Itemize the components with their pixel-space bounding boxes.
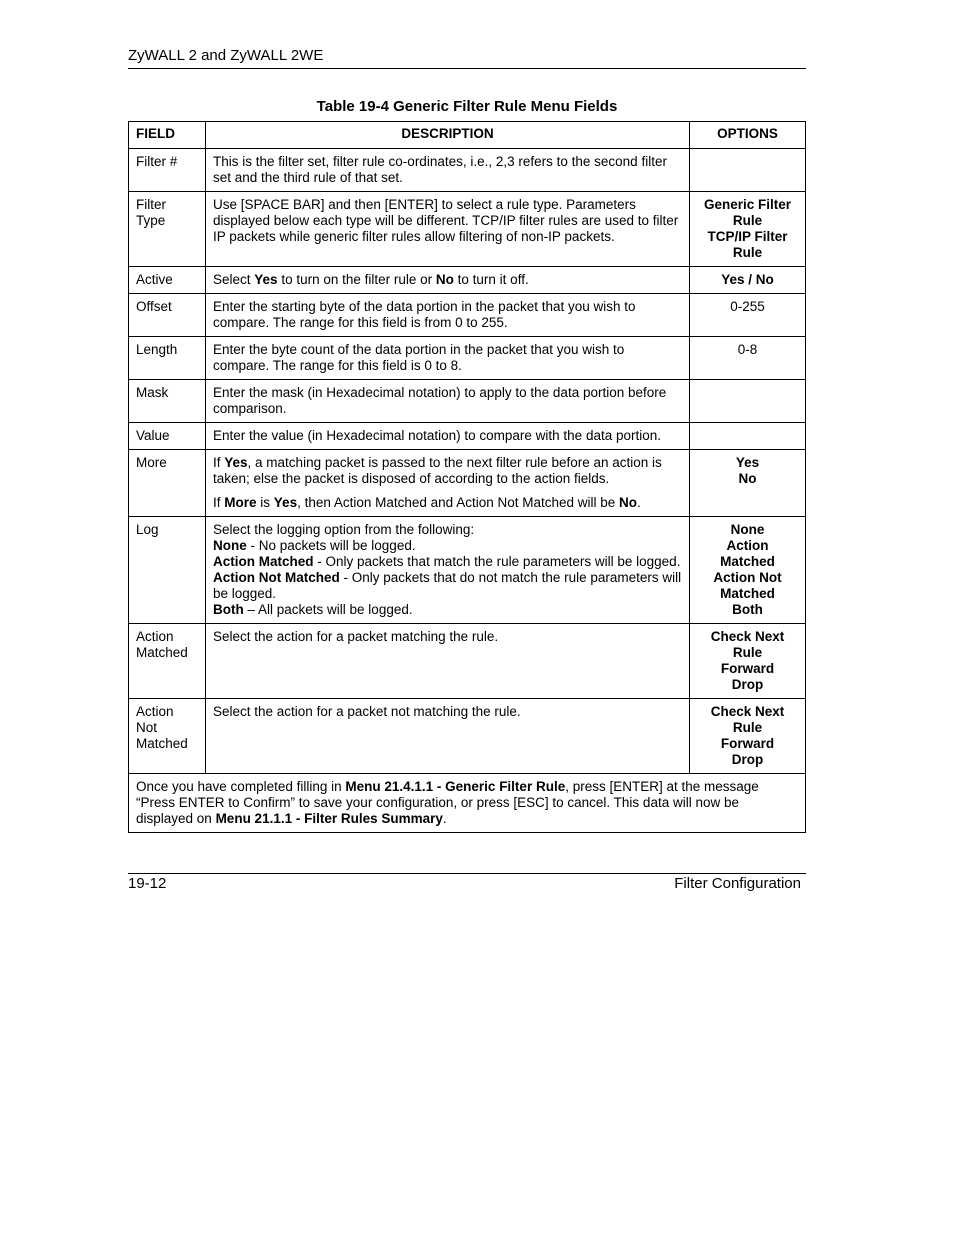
option-line: Drop bbox=[731, 752, 764, 767]
description-cell: Enter the byte count of the data portion in the packet that you wish to compare. The range for this field is 0 to 8. bbox=[206, 337, 690, 380]
description-cell: Select Yes to turn on the filter rule or No to turn it off. bbox=[206, 267, 690, 294]
option-line: Rule bbox=[732, 213, 763, 228]
description-cell: If Yes, a matching packet is passed to the next filter rule before an action is taken; else the packet is disposed of according to the action fields. If More is Yes, then Action Matched and Action Not Matched will be No. bbox=[206, 450, 690, 517]
table-row-value bbox=[129, 423, 806, 450]
table-row-action-not-matched bbox=[129, 699, 806, 774]
option-line: Forward bbox=[720, 736, 775, 751]
options-cell: 0-255 bbox=[690, 294, 806, 337]
field-cell: Action Matched bbox=[129, 624, 206, 699]
field-cell: Offset bbox=[129, 294, 206, 337]
option-line: Rule bbox=[732, 645, 763, 660]
option-line: Yes bbox=[735, 455, 760, 470]
page-number: 19-12 bbox=[128, 875, 167, 892]
table-caption: Table 19-4 Generic Filter Rule Menu Fields bbox=[316, 98, 618, 115]
options-cell bbox=[690, 624, 806, 699]
field-cell: Filter Type bbox=[129, 192, 206, 267]
option-line: Drop bbox=[731, 677, 764, 692]
description-cell: Enter the mask (in Hexadecimal notation) to apply to the data portion before comparison. bbox=[206, 380, 690, 423]
field-cell: More bbox=[129, 450, 206, 517]
description-cell: Select the action for a packet not matching the rule. bbox=[206, 699, 690, 774]
table-row-filter-type bbox=[129, 192, 806, 267]
options-cell bbox=[690, 450, 806, 517]
note-cell: Once you have completed filling in Menu 21.4.1.1 - Generic Filter Rule, press [ENTER] at the message “Press ENTER to Confirm” to save your configuration, or press [ESC] to cancel. This data will now be displayed on Menu 21.1.1 - Filter Rules Summary. bbox=[129, 774, 806, 833]
field-cell: Active bbox=[129, 267, 206, 294]
options-cell bbox=[690, 380, 806, 423]
table-row-mask bbox=[129, 380, 806, 423]
header-divider bbox=[128, 68, 806, 69]
table-row-filter-number bbox=[129, 149, 806, 192]
description-cell: Select the logging option from the following: None - No packets will be logged. Action Matched - Only packets that match the rule parameters will be logged. Action Not Matched - Only packets that do not match the rule parameters will be logged. Both – All packets will be logged. bbox=[206, 517, 690, 624]
column-header-options: OPTIONS bbox=[690, 122, 806, 149]
option-line: Both bbox=[732, 602, 763, 617]
running-header: ZyWALL 2 and ZyWALL 2WE bbox=[128, 47, 324, 64]
table-row-length bbox=[129, 337, 806, 380]
column-header-description: DESCRIPTION bbox=[206, 122, 690, 149]
footer-divider bbox=[128, 873, 806, 874]
table-header-row bbox=[129, 122, 806, 149]
description-cell: Enter the value (in Hexadecimal notation) to compare with the data portion. bbox=[206, 423, 690, 450]
field-cell: Action Not Matched bbox=[129, 699, 206, 774]
option-line: Action Not bbox=[713, 570, 782, 585]
table-row-more bbox=[129, 450, 806, 517]
option-line: Check Next bbox=[710, 704, 785, 719]
more-second-paragraph: If More is Yes, then Action Matched and Action Not Matched will be No. bbox=[213, 495, 641, 510]
option-line: No bbox=[738, 471, 757, 486]
section-title: Filter Configuration bbox=[674, 875, 801, 892]
options-cell bbox=[690, 149, 806, 192]
options-cell bbox=[690, 192, 806, 267]
description-cell: Use [SPACE BAR] and then [ENTER] to select a rule type. Parameters displayed below each type will be different. TCP/IP filter rules are used to filter IP packets while generic filter rules allow filtering of non-IP packets. bbox=[206, 192, 690, 267]
option-line: TCP/IP Filter bbox=[707, 229, 788, 244]
option-line: Generic Filter bbox=[703, 197, 792, 212]
option-line: Rule bbox=[732, 245, 763, 260]
option-line: Forward bbox=[720, 661, 775, 676]
description-cell: Enter the starting byte of the data portion in the packet that you wish to compare. The range for this field is from 0 to 255. bbox=[206, 294, 690, 337]
options-cell bbox=[690, 699, 806, 774]
option-line: Rule bbox=[732, 720, 763, 735]
options-cell bbox=[690, 267, 806, 294]
option-line: Matched bbox=[720, 554, 775, 569]
option-line: Check Next bbox=[710, 629, 785, 644]
field-cell: Mask bbox=[129, 380, 206, 423]
description-cell: This is the filter set, filter rule co-ordinates, i.e., 2,3 refers to the second filter set and the third rule of that set. bbox=[206, 149, 690, 192]
table-row-note bbox=[129, 774, 806, 833]
option-line: Matched bbox=[720, 586, 775, 601]
field-cell: Value bbox=[129, 423, 206, 450]
option-line: None bbox=[730, 522, 765, 537]
table-row-log bbox=[129, 517, 806, 624]
options-cell: 0-8 bbox=[690, 337, 806, 380]
options-cell bbox=[690, 423, 806, 450]
option-line: Yes / No bbox=[721, 272, 774, 287]
table-row-active bbox=[129, 267, 806, 294]
table-row-action-matched bbox=[129, 624, 806, 699]
description-cell: Select the action for a packet matching the rule. bbox=[206, 624, 690, 699]
options-cell bbox=[690, 517, 806, 624]
column-header-field: FIELD bbox=[129, 122, 206, 149]
option-line: Action bbox=[726, 538, 769, 553]
table-row-offset bbox=[129, 294, 806, 337]
field-cell: Filter # bbox=[129, 149, 206, 192]
field-cell: Log bbox=[129, 517, 206, 624]
field-cell: Length bbox=[129, 337, 206, 380]
generic-filter-rule-table bbox=[128, 121, 806, 833]
